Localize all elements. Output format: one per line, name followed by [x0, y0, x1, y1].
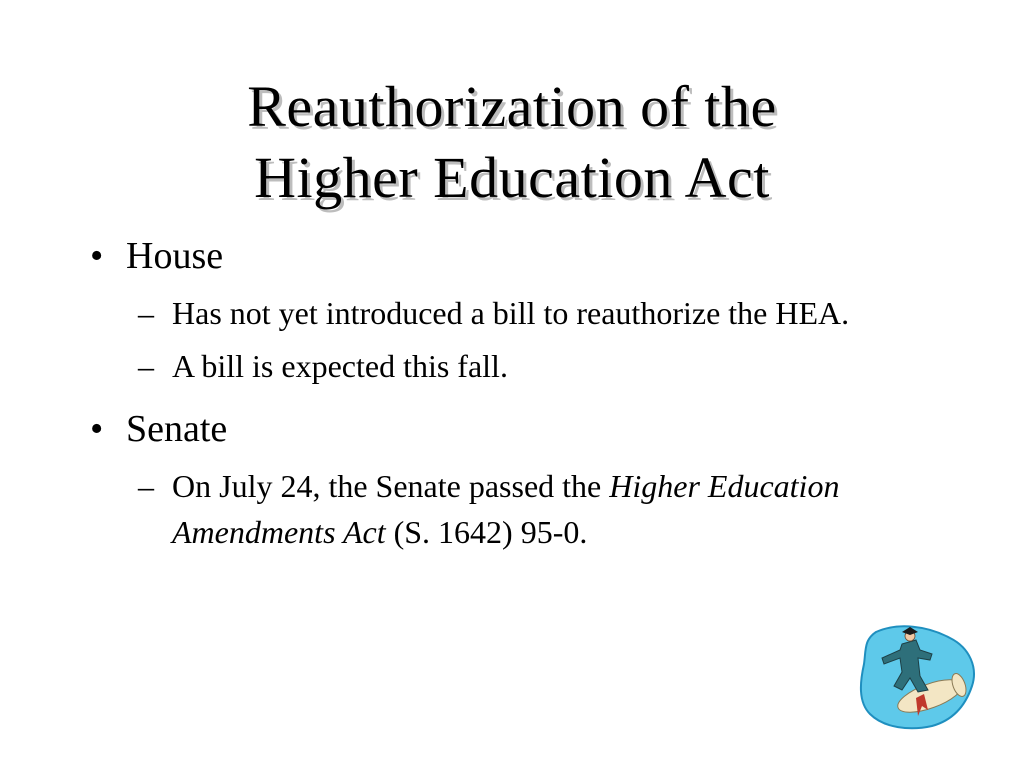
dash-marker: – — [138, 468, 154, 505]
bullet-label: House — [126, 235, 224, 277]
bullet-house — [86, 232, 936, 281]
title-line-1: Reauthorization of the — [247, 74, 777, 139]
slide-body — [86, 232, 936, 563]
act-name: Higher Education Amendments Act — [172, 468, 840, 551]
sub-bullet-suffix: (S. 1642) 95-0. — [385, 514, 588, 551]
sub-bullet-house-2 — [86, 344, 936, 390]
sub-bullet-text: Has not yet introduced a bill to reauthorize the HEA. — [172, 295, 850, 332]
sub-bullet-house-1 — [86, 291, 936, 337]
sub-bullet-text: A bill is expected this fall. — [172, 348, 508, 385]
bullet-label: Senate — [126, 407, 228, 450]
slide-title — [0, 72, 1024, 214]
sub-bullet-senate-1 — [86, 464, 936, 556]
dash-marker: – — [138, 348, 154, 385]
graduate-surfing-diploma-icon — [858, 620, 978, 730]
sub-bullet-prefix: On July 24, the Senate passed the — [172, 468, 610, 505]
bullet-marker: • — [90, 407, 104, 450]
dash-marker: – — [138, 295, 154, 332]
title-line-2: Higher Education Act — [254, 144, 770, 210]
bullet-marker: • — [90, 235, 104, 277]
bullet-senate — [86, 405, 936, 454]
